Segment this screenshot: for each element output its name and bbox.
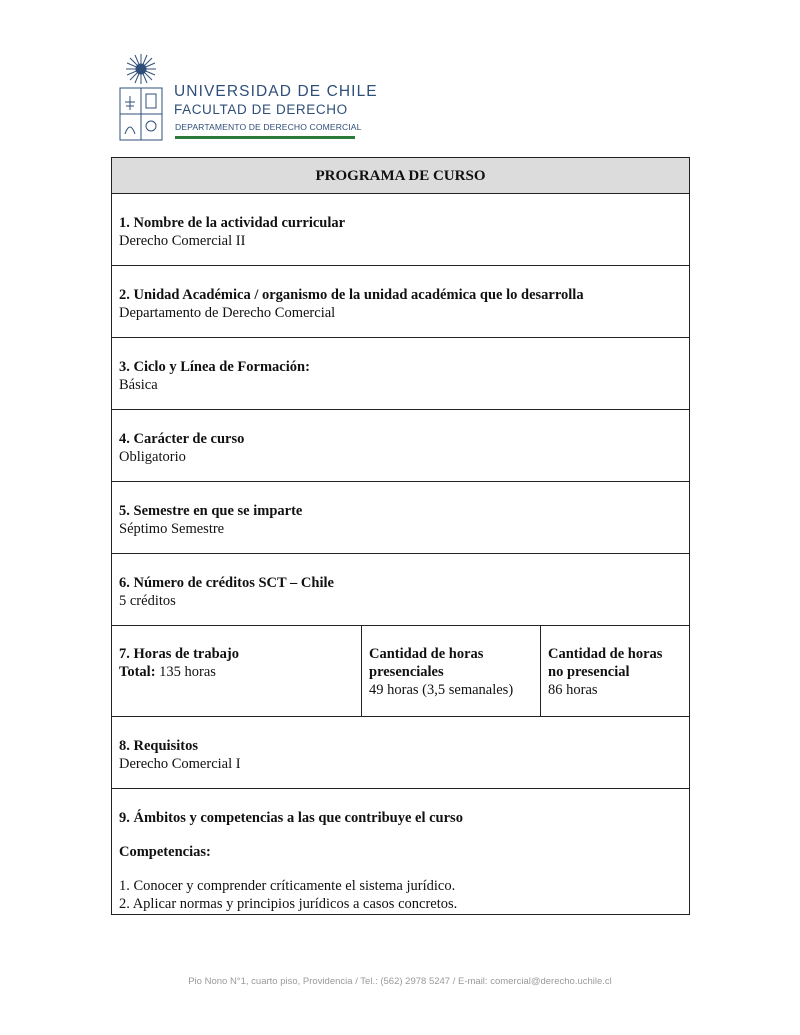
- program-title: PROGRAMA DE CURSO: [112, 158, 690, 194]
- section-academic-unit: [112, 266, 690, 338]
- hours-total-label: Total:: [119, 664, 156, 680]
- presencial-value: 49 horas (3,5 semanales): [369, 682, 514, 698]
- section-heading: 6. Número de créditos SCT – Chile: [119, 575, 334, 591]
- department-name: DEPARTAMENTO DE DERECHO COMERCIAL: [175, 122, 362, 132]
- section-heading: 8. Requisitos: [119, 738, 198, 754]
- no-presencial-value: 86 horas: [548, 682, 598, 698]
- university-crest-icon: [118, 52, 164, 144]
- footer-contact: Pio Nono N°1, cuarto piso, Providencia / Tel.: (562) 2978 5247 / E-mail: comercial@derecho.uchile.cl: [188, 976, 612, 987]
- competency-item: 1. Conocer y comprender críticamente el sistema jurídico.: [119, 878, 456, 894]
- section-activity-name: [112, 194, 690, 266]
- section-heading: 2. Unidad Académica / organismo de la unidad académica que lo desarrolla: [119, 287, 584, 303]
- letterhead: [118, 52, 418, 144]
- section-cycle: [112, 338, 690, 410]
- no-presencial-heading-line2: no presencial: [548, 664, 630, 680]
- header-divider: [175, 136, 355, 139]
- section-competencies: [112, 789, 690, 915]
- section-value: Séptimo Semestre: [119, 521, 225, 537]
- section-value: Derecho Comercial I: [119, 756, 241, 772]
- university-name: UNIVERSIDAD DE CHILE: [174, 83, 378, 100]
- hours-total-value: 135 horas: [155, 664, 216, 680]
- section-credits: [112, 554, 690, 626]
- competencies-heading: 9. Ámbitos y competencias a las que contribuye el curso: [119, 810, 463, 826]
- competencies-subheading: Competencias:: [119, 844, 211, 860]
- section-value: Obligatorio: [119, 449, 186, 465]
- section-value: Básica: [119, 377, 158, 393]
- section-value: Derecho Comercial II: [119, 233, 246, 249]
- section-heading: 5. Semestre en que se imparte: [119, 503, 303, 519]
- no-presencial-heading-line1: Cantidad de horas: [548, 646, 663, 662]
- section-value: 5 créditos: [119, 593, 176, 609]
- faculty-name: FACULTAD DE DERECHO: [174, 102, 348, 117]
- section-requirements: [112, 717, 690, 789]
- section-value: Departamento de Derecho Comercial: [119, 305, 336, 321]
- hours-total-cell: [112, 626, 362, 717]
- section-semester: [112, 482, 690, 554]
- hours-total: [119, 663, 354, 681]
- section-course-type: [112, 410, 690, 482]
- presencial-heading-line2: presenciales: [369, 664, 444, 680]
- section-heading: 1. Nombre de la actividad curricular: [119, 215, 346, 231]
- section-heading: 4. Carácter de curso: [119, 431, 245, 447]
- hours-presencial-cell: [362, 626, 541, 717]
- program-table: [111, 157, 690, 915]
- presencial-heading-line1: Cantidad de horas: [369, 646, 484, 662]
- hours-heading: 7. Horas de trabajo: [119, 646, 240, 662]
- competency-item: 2. Aplicar normas y principios jurídicos a casos concretos.: [119, 896, 458, 912]
- hours-no-presencial-cell: [541, 626, 690, 717]
- section-heading: 3. Ciclo y Línea de Formación:: [119, 359, 310, 375]
